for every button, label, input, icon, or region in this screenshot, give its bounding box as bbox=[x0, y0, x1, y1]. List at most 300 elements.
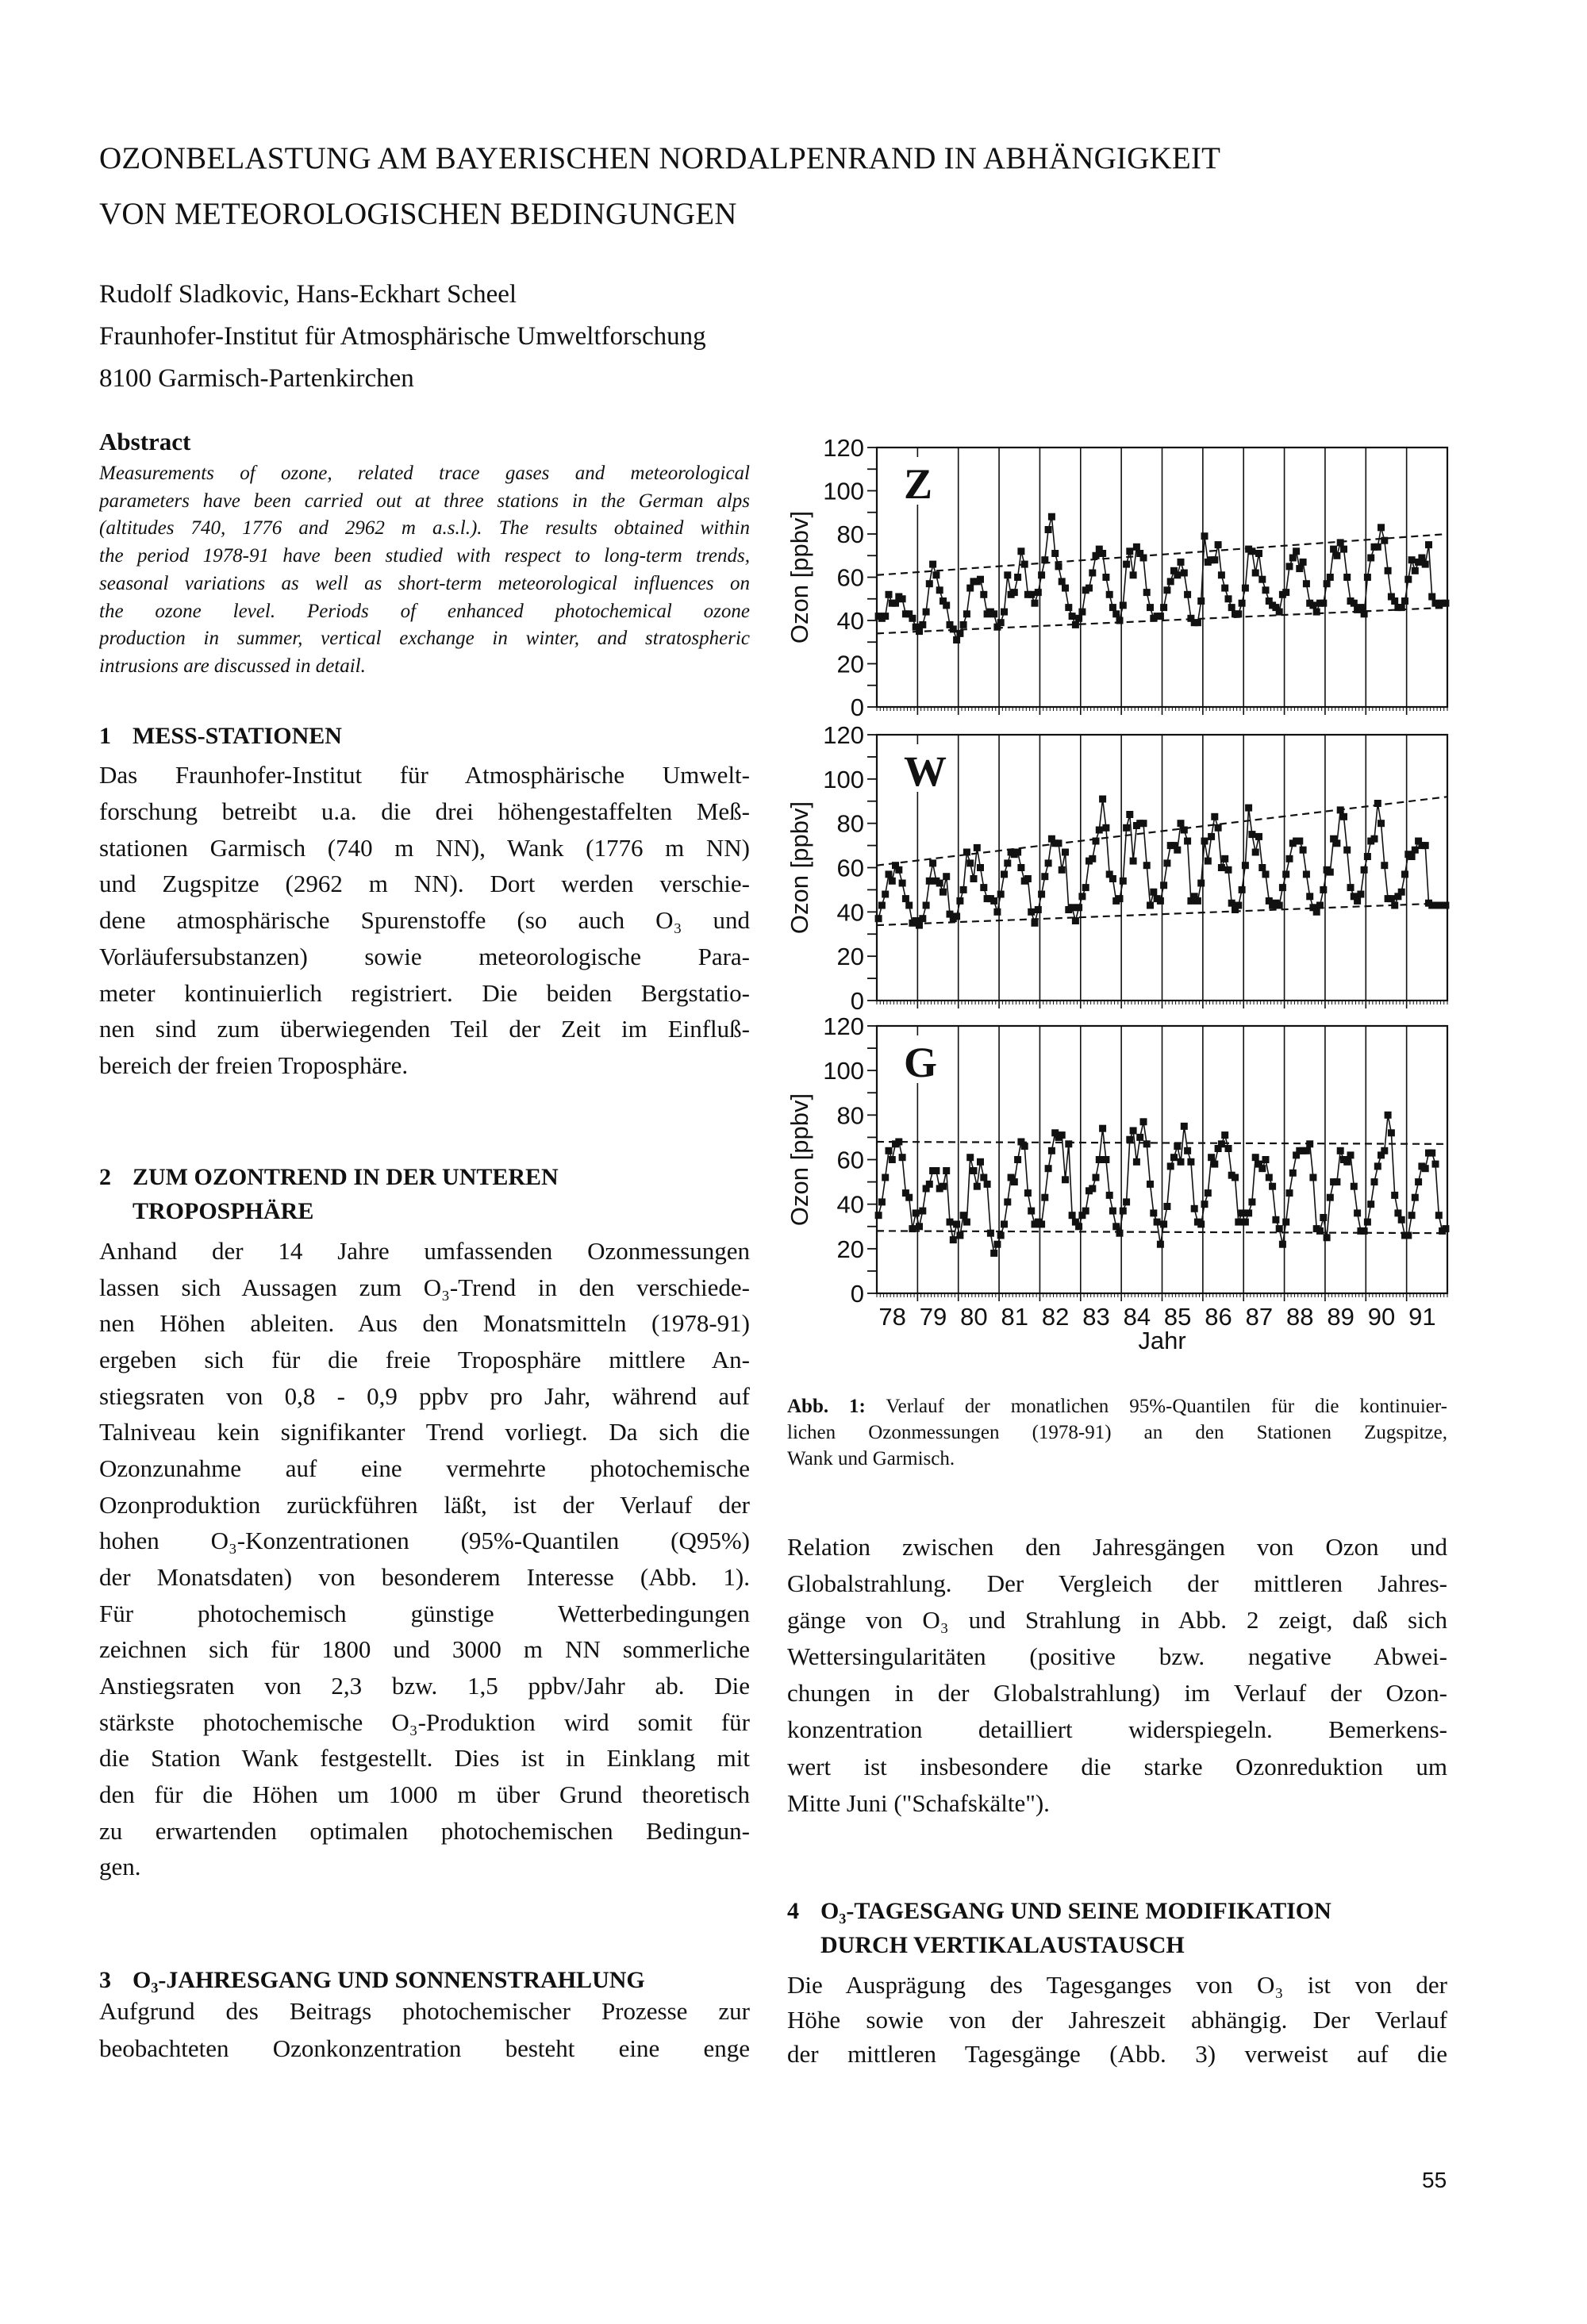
data-marker bbox=[1069, 613, 1076, 620]
data-marker bbox=[1357, 604, 1364, 611]
x-axis-label: Jahr bbox=[1138, 1327, 1186, 1354]
section-number: 4 bbox=[787, 1898, 799, 1924]
caption-rest bbox=[787, 1419, 1447, 1472]
data-marker bbox=[1170, 1154, 1178, 1161]
text-line: TROPOSPHÄRE bbox=[133, 1198, 314, 1224]
data-marker bbox=[1296, 565, 1303, 572]
data-marker bbox=[1239, 600, 1246, 607]
data-marker bbox=[1069, 1212, 1076, 1219]
section-3-body bbox=[99, 1992, 750, 2067]
section-1-body bbox=[99, 757, 750, 1084]
x-tick-label: 79 bbox=[919, 1303, 947, 1331]
data-marker bbox=[1123, 824, 1130, 832]
data-marker bbox=[1228, 900, 1235, 907]
data-marker bbox=[1059, 866, 1066, 874]
text-line: Wettersingularitäten (positive bzw. negative Abwei- bbox=[787, 1642, 1447, 1671]
data-marker bbox=[1215, 824, 1222, 832]
data-marker bbox=[1174, 571, 1181, 578]
data-marker bbox=[1385, 567, 1392, 574]
data-marker bbox=[1404, 576, 1412, 583]
text-line: Measurements of ozone, related trace gases and meteorological bbox=[99, 463, 750, 484]
data-marker bbox=[956, 630, 963, 637]
data-marker bbox=[1082, 1208, 1089, 1215]
data-marker bbox=[1300, 559, 1307, 566]
data-marker bbox=[1242, 1219, 1249, 1226]
data-marker bbox=[1140, 820, 1147, 827]
text-line: the ozone level. Periods of enhanced photochemical ozone bbox=[99, 600, 750, 622]
data-marker bbox=[953, 912, 960, 920]
data-marker bbox=[987, 1230, 994, 1237]
data-marker bbox=[1347, 1151, 1355, 1158]
y-tick-label: 40 bbox=[836, 898, 864, 927]
text-line: der mittleren Tagesgänge (Abb. 3) verweist auf die bbox=[787, 2040, 1447, 2068]
text-line: Wank und Garmisch. bbox=[787, 1448, 955, 1469]
data-marker bbox=[909, 615, 916, 622]
data-marker bbox=[1032, 920, 1039, 927]
data-marker bbox=[1221, 855, 1228, 862]
text-line: nen Höhen ableiten. Aus den Monatsmitteln (1978-91) bbox=[99, 1309, 750, 1338]
section-number: 3 bbox=[99, 1967, 111, 1993]
data-marker bbox=[1093, 1174, 1100, 1181]
ozone-chart-svg bbox=[786, 719, 1460, 1016]
text-line: gen. bbox=[99, 1853, 141, 1881]
data-marker bbox=[943, 1167, 950, 1174]
data-marker bbox=[1120, 1208, 1127, 1215]
y-tick-label: 0 bbox=[850, 1280, 864, 1308]
section-2-body bbox=[99, 1233, 750, 1885]
data-marker bbox=[963, 1219, 970, 1226]
text-line: Globalstrahlung. Der Vergleich der mittleren Jahres- bbox=[787, 1569, 1447, 1598]
x-tick-label: 81 bbox=[1001, 1303, 1028, 1331]
data-marker bbox=[1337, 1147, 1344, 1154]
data-marker bbox=[1143, 862, 1151, 869]
text-line: Ozonzunahme auf eine vermehrte photochemische bbox=[99, 1454, 750, 1482]
data-marker bbox=[1232, 1174, 1239, 1181]
data-marker bbox=[1163, 586, 1170, 593]
x-tick-label: 78 bbox=[878, 1303, 906, 1331]
data-marker bbox=[1235, 902, 1242, 909]
data-marker bbox=[1316, 1227, 1324, 1235]
text-line: beobachteten Ozonkonzentration besteht eine enge bbox=[99, 2034, 750, 2062]
data-marker bbox=[1004, 571, 1011, 578]
y-tick-label: 80 bbox=[836, 809, 864, 838]
text-line: bereich der freien Troposphäre. bbox=[99, 1051, 409, 1079]
data-marker bbox=[1089, 1185, 1096, 1193]
data-marker bbox=[1289, 555, 1297, 562]
data-marker bbox=[902, 895, 909, 902]
data-marker bbox=[1028, 908, 1035, 916]
data-marker bbox=[1032, 600, 1039, 607]
data-marker bbox=[990, 897, 997, 905]
text-line: MESS-STATIONEN bbox=[133, 723, 342, 749]
data-marker bbox=[1001, 609, 1008, 616]
data-marker bbox=[1035, 589, 1042, 596]
text-line: parameters have been carried out at three stations in the German alps bbox=[99, 490, 750, 512]
data-marker bbox=[1371, 835, 1378, 843]
data-marker bbox=[1347, 884, 1355, 891]
data-marker bbox=[916, 922, 923, 929]
data-marker bbox=[1163, 859, 1170, 866]
text-line: ergeben sich für die freie Troposphäre mittlere An- bbox=[99, 1345, 750, 1373]
data-marker bbox=[1425, 541, 1432, 548]
data-marker bbox=[882, 891, 889, 898]
text-line: intrusions are discussed in detail. bbox=[99, 655, 366, 677]
ozone-chart-svg bbox=[786, 1010, 1460, 1373]
data-marker bbox=[1412, 847, 1419, 854]
data-marker bbox=[1340, 546, 1347, 553]
data-marker bbox=[1343, 847, 1351, 854]
text-line: DURCH VERTIKALAUSTAUSCH bbox=[820, 1932, 1185, 1958]
data-marker bbox=[1157, 613, 1164, 620]
text-line: zu erwartenden optimalen photochemischen Bedingun- bbox=[99, 1816, 750, 1845]
data-marker bbox=[1167, 578, 1174, 585]
data-marker bbox=[1364, 1219, 1371, 1226]
data-marker bbox=[1150, 889, 1157, 896]
data-marker bbox=[1401, 597, 1408, 605]
data-marker bbox=[1112, 610, 1120, 617]
x-tick-label: 80 bbox=[960, 1303, 988, 1331]
text-line: hohen O₃-Konzentrationen (95%-Quantilen (Q95%) bbox=[99, 1527, 750, 1555]
data-marker bbox=[997, 891, 1005, 898]
data-marker bbox=[895, 866, 902, 874]
data-marker bbox=[1306, 1140, 1313, 1147]
data-marker bbox=[1272, 1216, 1279, 1223]
text-line: wert ist insbesondere die starke Ozonreduktion um bbox=[787, 1752, 1447, 1780]
data-marker bbox=[1296, 838, 1303, 845]
data-marker bbox=[977, 576, 984, 583]
data-marker bbox=[1337, 539, 1344, 546]
text-line: zeichnen sich für 1800 und 3000 m NN sommerliche bbox=[99, 1635, 750, 1664]
data-marker bbox=[1309, 1174, 1316, 1181]
data-marker bbox=[1197, 597, 1205, 605]
data-marker bbox=[932, 1167, 940, 1174]
data-marker bbox=[1262, 1156, 1270, 1163]
data-marker bbox=[1093, 552, 1100, 559]
data-marker bbox=[1333, 1178, 1340, 1185]
data-marker bbox=[1181, 1123, 1188, 1130]
data-marker bbox=[1327, 1194, 1334, 1201]
data-marker bbox=[1181, 570, 1188, 577]
chart-panel-zugspitze bbox=[786, 432, 1460, 727]
data-marker bbox=[1367, 1200, 1374, 1208]
data-marker bbox=[875, 1212, 882, 1219]
section-4-heading bbox=[787, 1894, 1331, 1962]
x-tick-label: 83 bbox=[1082, 1303, 1110, 1331]
data-marker bbox=[1126, 1136, 1133, 1143]
data-marker bbox=[1004, 859, 1011, 866]
text-line: nen sind zum überwiegenden Teil der Zeit im Einfluß- bbox=[99, 1015, 750, 1043]
data-marker bbox=[1075, 904, 1082, 911]
data-marker bbox=[1316, 902, 1324, 909]
data-marker bbox=[1130, 1127, 1137, 1135]
x-tick-label: 91 bbox=[1408, 1303, 1436, 1331]
text-line: (altitudes 740, 1776 and 2962 m a.s.l.). The results obtained within bbox=[99, 517, 750, 540]
data-marker bbox=[1143, 1140, 1151, 1147]
data-marker bbox=[1286, 563, 1293, 570]
data-marker bbox=[905, 1194, 913, 1201]
data-marker bbox=[1235, 1219, 1242, 1226]
data-marker bbox=[1041, 1194, 1048, 1201]
data-marker bbox=[940, 1183, 947, 1190]
data-marker bbox=[1093, 838, 1100, 845]
data-marker bbox=[1184, 591, 1191, 598]
data-marker bbox=[980, 591, 987, 598]
text-line: forschung betreibt u.a. die drei höhengestaffelten Meß- bbox=[99, 797, 750, 825]
data-marker bbox=[1340, 813, 1347, 820]
data-marker bbox=[1252, 570, 1259, 577]
data-marker bbox=[1258, 864, 1266, 871]
x-tick-label: 87 bbox=[1245, 1303, 1274, 1331]
data-marker bbox=[1324, 1234, 1331, 1241]
data-marker bbox=[970, 875, 978, 882]
data-marker bbox=[1048, 1147, 1055, 1154]
data-marker bbox=[1361, 610, 1368, 617]
data-marker bbox=[960, 1212, 967, 1219]
data-marker bbox=[1201, 532, 1209, 540]
data-marker bbox=[1055, 563, 1062, 570]
section-number: 1 bbox=[99, 723, 111, 749]
data-marker bbox=[1035, 906, 1042, 913]
data-marker bbox=[1320, 1214, 1327, 1221]
data-marker bbox=[1045, 1165, 1052, 1172]
data-marker bbox=[1201, 1200, 1209, 1208]
data-marker bbox=[923, 609, 930, 616]
data-marker bbox=[963, 610, 970, 617]
data-marker bbox=[1432, 1161, 1439, 1168]
station-letter: Z bbox=[904, 460, 933, 508]
data-marker bbox=[1065, 1140, 1072, 1147]
data-marker bbox=[953, 1220, 960, 1227]
page-number: 55 bbox=[1422, 2168, 1447, 2192]
ozone-chart-svg bbox=[786, 432, 1460, 723]
data-marker bbox=[1255, 550, 1262, 557]
data-marker bbox=[1248, 831, 1255, 838]
data-marker bbox=[1218, 1140, 1225, 1147]
data-marker bbox=[950, 625, 957, 632]
data-marker bbox=[909, 1225, 916, 1232]
data-marker bbox=[1120, 601, 1127, 609]
data-marker bbox=[1357, 891, 1364, 898]
data-marker bbox=[960, 621, 967, 628]
data-marker bbox=[1442, 902, 1449, 909]
data-marker bbox=[1371, 1178, 1378, 1185]
data-marker bbox=[1324, 580, 1331, 587]
data-marker bbox=[1197, 880, 1205, 887]
data-marker bbox=[1062, 585, 1069, 592]
x-tick-label: 84 bbox=[1123, 1303, 1151, 1331]
data-marker bbox=[1351, 600, 1358, 607]
data-marker bbox=[1313, 908, 1320, 916]
data-marker bbox=[1333, 839, 1340, 847]
data-marker bbox=[1178, 559, 1185, 566]
data-marker bbox=[940, 889, 947, 896]
data-marker bbox=[878, 902, 886, 909]
data-marker bbox=[1017, 547, 1024, 555]
data-marker bbox=[1306, 893, 1313, 900]
data-marker bbox=[1001, 1220, 1008, 1227]
data-marker bbox=[1181, 827, 1188, 834]
data-marker bbox=[1208, 1154, 1215, 1161]
data-marker bbox=[875, 915, 882, 922]
data-marker bbox=[1099, 550, 1106, 557]
data-marker bbox=[1361, 1227, 1368, 1235]
data-marker bbox=[1442, 600, 1449, 607]
data-marker bbox=[1354, 1209, 1361, 1216]
data-marker bbox=[1106, 1192, 1113, 1199]
data-marker bbox=[1154, 1219, 1161, 1226]
x-tick-label: 82 bbox=[1041, 1303, 1070, 1331]
data-marker bbox=[1282, 589, 1289, 596]
data-marker bbox=[1388, 1129, 1395, 1136]
data-marker bbox=[1167, 1162, 1174, 1170]
data-marker bbox=[1096, 1156, 1103, 1163]
data-marker bbox=[1428, 1150, 1435, 1157]
data-marker bbox=[1014, 574, 1021, 581]
data-marker bbox=[1364, 574, 1371, 581]
data-marker bbox=[1126, 547, 1133, 555]
data-marker bbox=[889, 1156, 896, 1163]
text-line: die Station Wank festgestellt. Dies ist in Einklang mit bbox=[99, 1744, 750, 1773]
text-line: O₃-JAHRESGANG UND SONNENSTRAHLUNG bbox=[133, 1967, 645, 1993]
data-marker bbox=[1337, 806, 1344, 813]
data-marker bbox=[1174, 1143, 1181, 1150]
data-marker bbox=[1140, 555, 1147, 562]
text-line: Relation zwischen den Jahresgängen von Ozon und bbox=[787, 1533, 1447, 1561]
data-marker bbox=[1021, 561, 1028, 568]
data-marker bbox=[1086, 585, 1093, 592]
data-marker bbox=[1239, 1209, 1246, 1216]
y-tick-label: 0 bbox=[850, 693, 864, 721]
text-line: ZUM OZONTREND IN DER UNTEREN bbox=[133, 1164, 559, 1190]
data-marker bbox=[997, 1232, 1005, 1239]
data-marker bbox=[1245, 805, 1252, 812]
data-marker bbox=[1252, 1154, 1259, 1161]
data-marker bbox=[984, 1181, 991, 1188]
text-line: lassen sich Aussagen zum O₃-Trend in den verschiede- bbox=[99, 1273, 750, 1301]
figure-caption bbox=[787, 1393, 1447, 1472]
data-marker bbox=[905, 902, 913, 909]
data-marker bbox=[1225, 595, 1232, 602]
data-marker bbox=[1367, 555, 1374, 562]
data-marker bbox=[1211, 556, 1218, 563]
data-marker bbox=[1408, 853, 1416, 860]
address: 8100 Garmisch-Partenkirchen bbox=[99, 364, 414, 393]
data-marker bbox=[1089, 570, 1096, 577]
data-marker bbox=[1391, 1192, 1398, 1199]
y-tick-label: 100 bbox=[823, 477, 864, 505]
data-marker bbox=[1398, 889, 1405, 896]
data-marker bbox=[1361, 866, 1368, 874]
data-marker bbox=[980, 1174, 987, 1181]
text-line: stationen Garmisch (740 m NN), Wank (1776 m NN) bbox=[99, 833, 750, 862]
data-marker bbox=[1354, 897, 1361, 905]
data-marker bbox=[1191, 1205, 1198, 1212]
text-line: und Zugspitze (2962 m NN). Dort werden verschie- bbox=[99, 870, 750, 898]
data-marker bbox=[1286, 855, 1293, 862]
data-marker bbox=[1351, 1183, 1358, 1190]
data-marker bbox=[1205, 858, 1212, 865]
data-marker bbox=[1262, 586, 1270, 593]
data-marker bbox=[892, 600, 899, 607]
data-marker bbox=[1242, 585, 1249, 592]
section-1-heading bbox=[99, 719, 342, 753]
data-marker bbox=[1201, 838, 1209, 845]
data-marker bbox=[1048, 513, 1055, 520]
abstract-heading: Abstract bbox=[99, 428, 191, 455]
data-marker bbox=[997, 619, 1005, 626]
data-marker bbox=[1136, 1134, 1143, 1141]
data-marker bbox=[1364, 853, 1371, 860]
x-tick-label: 86 bbox=[1205, 1303, 1232, 1331]
data-marker bbox=[1282, 870, 1289, 878]
data-marker bbox=[1303, 1147, 1310, 1154]
data-marker bbox=[1282, 1219, 1289, 1226]
data-marker bbox=[1150, 1209, 1157, 1216]
data-marker bbox=[916, 1223, 923, 1230]
data-marker bbox=[1078, 893, 1086, 900]
x-tick-label: 90 bbox=[1367, 1303, 1396, 1331]
y-tick-label: 40 bbox=[836, 1190, 864, 1219]
x-tick-label: 89 bbox=[1327, 1303, 1355, 1331]
data-marker bbox=[1412, 1194, 1419, 1201]
data-marker bbox=[943, 601, 950, 609]
text-line: lichen Ozonmessungen (1978-91) an den Stationen Zugspitze, bbox=[787, 1422, 1447, 1443]
data-marker bbox=[1289, 1170, 1297, 1177]
data-marker bbox=[886, 591, 893, 598]
data-marker bbox=[1276, 1225, 1283, 1232]
data-marker bbox=[919, 915, 926, 922]
y-tick-label: 20 bbox=[836, 650, 864, 678]
data-marker bbox=[963, 849, 970, 856]
data-marker bbox=[1374, 800, 1381, 807]
data-marker bbox=[1038, 1220, 1045, 1227]
data-marker bbox=[1242, 862, 1249, 869]
data-marker bbox=[1106, 591, 1113, 598]
y-tick-label: 0 bbox=[850, 987, 864, 1015]
y-tick-label: 120 bbox=[823, 434, 864, 462]
data-marker bbox=[1140, 1118, 1147, 1125]
text-line: Ozonproduktion zurückführen läßt, ist der Verlauf der bbox=[99, 1490, 750, 1519]
data-marker bbox=[899, 880, 906, 887]
data-marker bbox=[1133, 1158, 1140, 1166]
data-marker bbox=[1059, 578, 1066, 585]
data-marker bbox=[1123, 1198, 1130, 1205]
text-line: stiegsraten von 0,8 - 0,9 ppbv pro Jahr, während auf bbox=[99, 1381, 750, 1410]
section-3-continued-body bbox=[787, 1529, 1447, 1822]
data-marker bbox=[1309, 601, 1316, 609]
data-marker bbox=[1205, 1189, 1212, 1197]
data-marker bbox=[1126, 811, 1133, 818]
text-line: Mitte Juni ("Schafskälte"). bbox=[787, 1788, 1050, 1817]
data-marker bbox=[1320, 886, 1327, 893]
data-marker bbox=[899, 595, 906, 602]
data-marker bbox=[977, 864, 984, 871]
y-tick-label: 120 bbox=[823, 1012, 864, 1040]
data-marker bbox=[960, 886, 967, 893]
text-line: Für photochemisch günstige Wetterbedingungen bbox=[99, 1599, 750, 1627]
data-marker bbox=[1045, 526, 1052, 533]
text-line: Das Fraunhofer-Institut für Atmosphärische Umwelt- bbox=[99, 761, 750, 789]
data-marker bbox=[1208, 833, 1215, 840]
data-marker bbox=[1102, 1156, 1109, 1163]
data-marker bbox=[886, 1147, 893, 1154]
text-line: den für die Höhen um 1000 m über Grund theoretisch bbox=[99, 1780, 750, 1808]
data-marker bbox=[1147, 902, 1154, 909]
data-marker bbox=[1024, 875, 1032, 882]
data-marker bbox=[1011, 1178, 1018, 1185]
data-marker bbox=[1051, 550, 1059, 557]
data-marker bbox=[970, 1167, 978, 1174]
